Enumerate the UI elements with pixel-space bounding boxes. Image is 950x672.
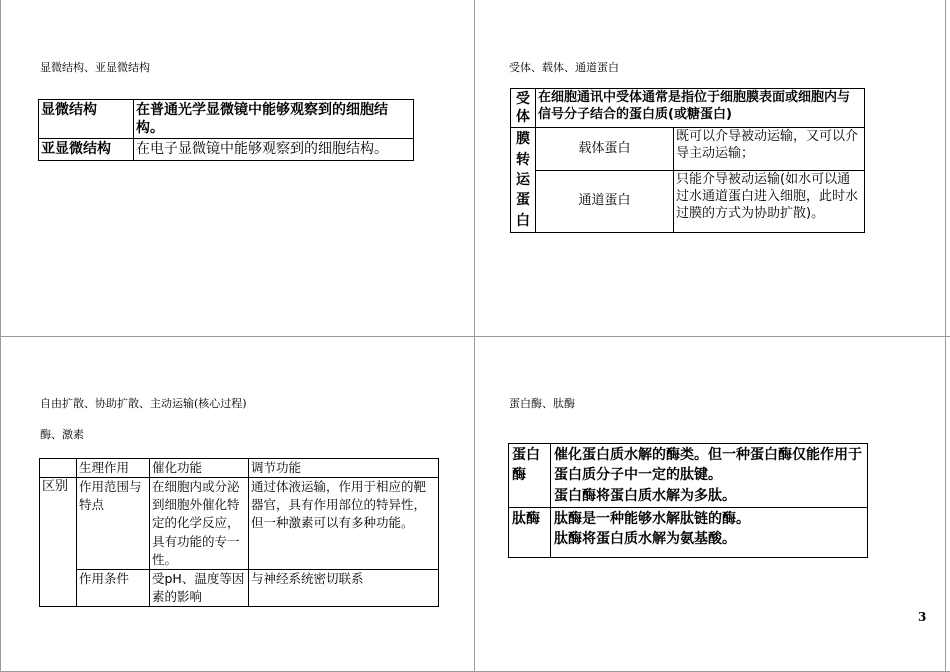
table-row [509, 444, 868, 508]
protease-peptidase-table [508, 443, 868, 558]
table-row [511, 128, 865, 170]
hormone-conditions-text: 与神经系统密切联系 [249, 569, 439, 606]
channel-protein-text: 只能介导被动运输(如水可以通过水通道蛋白进入细胞，此时水过膜的方式为协助扩散)。 [674, 170, 865, 232]
peptidase-definition: 肽酶是一种能够水解肽链的酶。 [554, 510, 750, 527]
q1-heading: 显微结构、亚显微结构 [40, 61, 150, 74]
enzyme-hormone-table [39, 458, 439, 607]
protease-definition: 催化蛋白质水解的酶类。但一种蛋白酶仅能作用于蛋白质分子中一定的肽键。 [554, 447, 862, 484]
table-row [39, 100, 414, 139]
carrier-protein-label: 载体蛋白 [536, 128, 674, 170]
table-row [40, 569, 439, 606]
row-label-conditions: 作用条件 [77, 569, 150, 606]
q2-heading: 受体、载体、通道蛋白 [509, 61, 619, 74]
protease-label: 蛋白酶 [509, 444, 551, 508]
peptidase-product: 肽酶将蛋白质水解为氨基酸。 [554, 531, 736, 548]
enzyme-scope-text: 在细胞内或分泌到细胞外催化特定的化学反应，具有功能的专一性。 [150, 478, 249, 570]
q3-subheading: 酶、激素 [40, 428, 84, 441]
table-row [40, 459, 439, 478]
table-row [511, 89, 865, 128]
row-label-scope: 作用范围与特点 [77, 478, 150, 570]
quadrant-divider-horizontal [0, 336, 950, 337]
peptidase-label: 肽酶 [509, 507, 551, 558]
col-header-physiology: 生理作用 [77, 459, 150, 478]
q3-heading: 自由扩散、协助扩散、主动运输(核心过程) [40, 397, 247, 410]
table-row [39, 139, 414, 160]
membrane-transport-label: 膜转运蛋白 [511, 128, 536, 232]
enzyme-conditions-text: 受pH、温度等因素的影响 [150, 569, 249, 606]
hormone-scope-text: 通过体液运输，作用于相应的靶器官，具有作用部位的特异性，但一种激素可以有多种功能。 [249, 478, 439, 570]
microstructure-table [38, 99, 414, 161]
receptor-label: 受体 [511, 89, 536, 128]
channel-protein-label: 通道蛋白 [536, 170, 674, 232]
table-row [40, 478, 439, 570]
col-header-enzyme: 催化功能 [150, 459, 249, 478]
table-cell-text: 在普通光学显微镜中能够观察到的细胞结构。 [134, 100, 414, 139]
table-row [511, 170, 865, 232]
table-cell-text: 在电子显微镜中能够观察到的细胞结构。 [134, 139, 414, 160]
protease-product: 蛋白酶将蛋白质水解为多肽。 [554, 487, 736, 504]
col-header-hormone: 调节功能 [249, 459, 439, 478]
membrane-protein-table [510, 88, 865, 233]
table-cell-label: 显微结构 [39, 100, 134, 139]
table-cell-label: 亚显微结构 [39, 139, 134, 160]
receptor-definition: 在细胞通讯中受体通常是指位于细胞膜表面或细胞内与信号分子结合的蛋白质(或糖蛋白) [536, 89, 865, 128]
carrier-protein-text: 既可以介导被动运输，又可以介导主动运输； [674, 128, 865, 170]
page-number: 3 [918, 610, 927, 624]
q4-heading: 蛋白酶、肽酶 [509, 397, 575, 410]
table-cell-empty [40, 459, 77, 478]
table-row [509, 507, 868, 558]
protease-text [551, 444, 868, 508]
difference-label: 区别 [40, 478, 77, 607]
peptidase-text [551, 507, 868, 558]
